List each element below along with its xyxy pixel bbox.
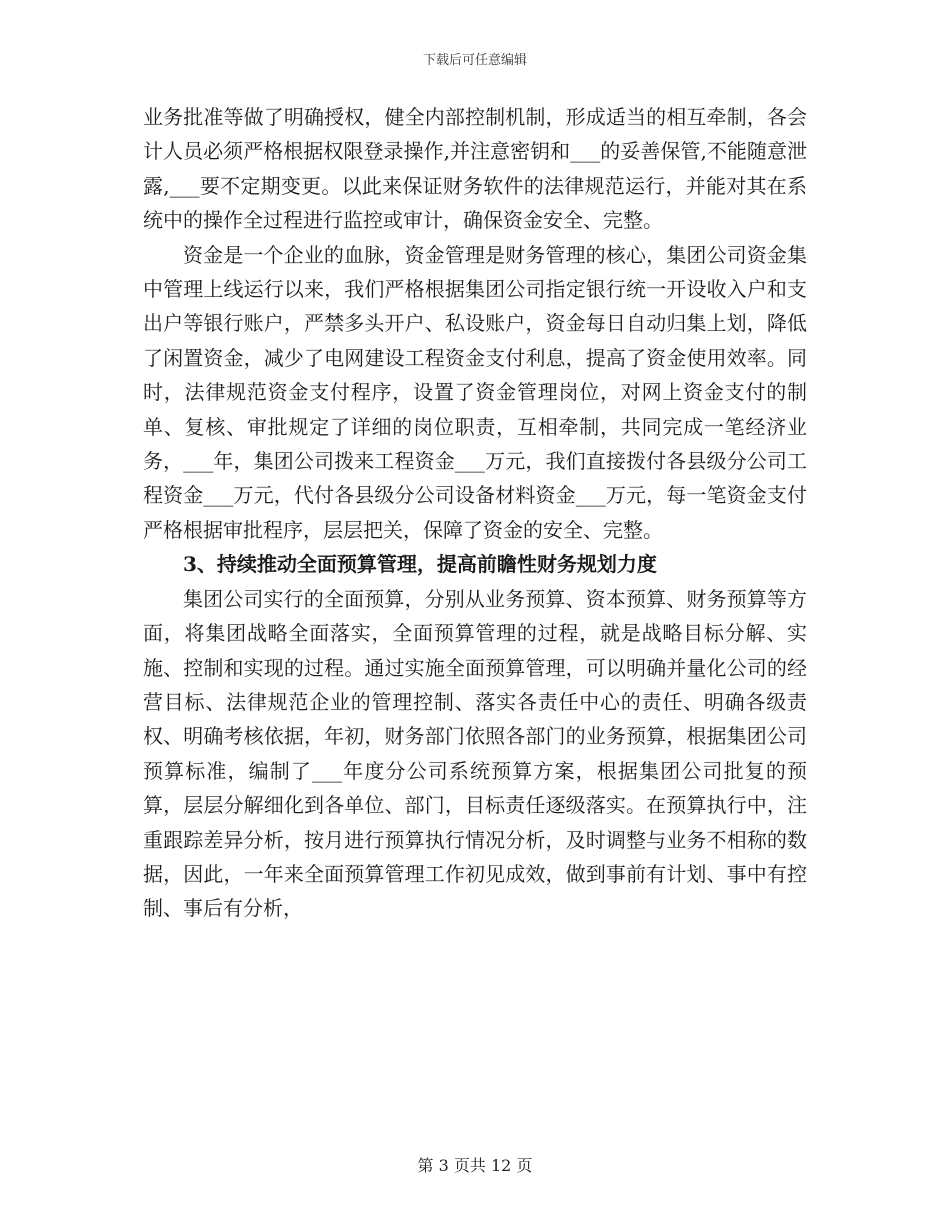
page-header-note: 下载后可任意编辑 <box>422 53 527 68</box>
paragraph-fund-management: 资金是一个企业的血脉，资金管理是财务管理的核心，集团公司资金集中管理上线运行以来，我们严格根据集团公司指定银行统一开设收入户和支出户等银行账户，严禁多头开户、私设账户，资金每日自动归集上划，降低了闲置资金，减少了电网建设工程资金支付利息，提高了资金使用效率。同时，法律规范资金支付程序，设置了资金管理岗位，对网上资金支付的制单、复核、审批规定了详细的岗位职责，互相牵制，共同完成一笔经济业务，___年，集团公司拨来工程资金___万元，我们直接拨付各县级分公司工程资金___万元，代付各县级分公司设备材料资金___万元，每一笔资金支付严格根据审批程序，层层把关，保障了资金的安全、完整。 <box>143 242 807 542</box>
page-number: 第 3 页共 12 页 <box>417 1156 533 1175</box>
paragraph-internal-control: 业务批准等做了明确授权，健全内部控制机制，形成适当的相互牵制，各会计人员必须严格根据权限登录操作,并注意密钥和___的妥善保管,不能随意泄露,___要不定期变更。以此来保证财务软件的法律规范运行，并能对其在系统中的操作全过程进行监控或审计，确保资金安全、完整。 <box>143 105 807 233</box>
section-heading-budget: 3、持续推动全面预算管理，提高前瞻性财务规划力度 <box>183 552 657 577</box>
paragraph-budget-management: 集团公司实行的全面预算，分别从业务预算、资本预算、财务预算等方面，将集团战略全面落实，全面预算管理的过程，就是战略目标分解、实施、控制和实现的过程。通过实施全面预算管理，可以明确并量化公司的经营目标、法律规范企业的管理控制、落实各责任中心的责任、明确各级责权、明确考核依据，年初，财务部门依照各部门的业务预算，根据集团公司预算标准，编制了___年度分公司系统预算方案，根据集团公司批复的预算，层层分解细化到各单位、部门，目标责任逐级落实。在预算执行中，注重跟踪差异分析，按月进行预算执行情况分析，及时调整与业务不相称的数据，因此，一年来全面预算管理工作初见成效，做到事前有计划、事中有控制、事后有分析， <box>143 586 807 921</box>
document-body <box>143 100 807 926</box>
